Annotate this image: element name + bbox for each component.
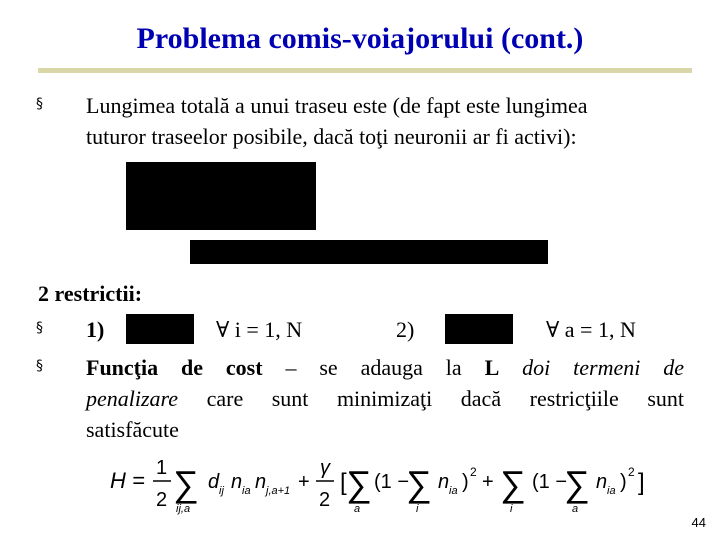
cost-l-symbol: L <box>484 355 500 380</box>
sum-icon: ∑ <box>173 463 199 504</box>
svg-text:(1 −: (1 − <box>532 471 568 493</box>
restriction-2-quantifier: ∀ a = 1, N <box>546 317 636 342</box>
svg-text:[: [ <box>340 469 347 496</box>
title-divider <box>38 68 692 73</box>
cost-line-1 <box>86 354 684 381</box>
svg-text:(1 −: (1 − <box>374 471 410 493</box>
svg-text:ia: ia <box>449 485 458 497</box>
penalty-word: penalizare <box>86 386 179 411</box>
cost-line-3: satisfăcute <box>86 417 179 442</box>
sum1-subscript: ij,a <box>176 503 191 515</box>
svg-text:i: i <box>510 503 513 515</box>
paragraph-line-2: tuturor traseelor posibile, dacă toţi neuronii ar fi activi): <box>86 124 577 149</box>
frac1-numerator: 1 <box>156 457 168 479</box>
page-title: Problema comis-voiajorului (cont.) <box>136 22 584 55</box>
paragraph-line-1: Lungimea totală a unui traseu este (de fapt este lungimea <box>86 93 588 118</box>
svg-text:n: n <box>231 471 243 493</box>
redacted-formula-2 <box>190 240 548 264</box>
svg-text:∑: ∑ <box>346 463 372 504</box>
cost-text: – se adauga la <box>285 355 462 380</box>
svg-text:2: 2 <box>628 465 635 479</box>
svg-text:2: 2 <box>319 489 331 511</box>
svg-text:∑: ∑ <box>564 463 590 504</box>
bullet-icon: § <box>36 96 43 112</box>
redacted-formula-1 <box>126 162 316 230</box>
svg-text:j,a+1: j,a+1 <box>266 485 291 497</box>
restriction-1-quantifier: ∀ i = 1, N <box>216 317 303 342</box>
redacted-restriction-1 <box>126 314 194 344</box>
restrictions-heading: 2 restrictii: <box>38 281 143 306</box>
svg-text:a: a <box>572 503 579 515</box>
restriction-2-label: 2) <box>396 317 415 342</box>
formula-lhs: H = <box>110 468 145 493</box>
svg-text:i: i <box>416 503 419 515</box>
svg-text:ij: ij <box>219 485 224 497</box>
bullet-icon: § <box>36 320 43 336</box>
bullet-icon: § <box>36 358 43 374</box>
svg-text:∑: ∑ <box>500 463 526 504</box>
svg-text:∑: ∑ <box>406 463 432 504</box>
svg-text:): ) <box>620 471 627 493</box>
svg-text:2: 2 <box>470 465 477 479</box>
cost-line-2-text: care sunt minimizaţi dacă restricţiile sunt <box>206 386 684 411</box>
cost-italic-text: doi termeni de <box>522 355 685 380</box>
energy-formula <box>100 452 680 518</box>
restriction-1-label: 1) <box>86 317 105 342</box>
svg-text:+: + <box>482 471 494 493</box>
svg-text:d: d <box>208 471 220 493</box>
cost-function-label: Funcţia de cost <box>86 355 263 380</box>
svg-text:+: + <box>298 471 310 493</box>
page-number: 44 <box>691 515 706 530</box>
svg-text:n: n <box>255 471 267 493</box>
svg-text:ia: ia <box>242 485 251 497</box>
svg-text:): ) <box>462 471 469 493</box>
cost-line-2 <box>86 385 684 412</box>
svg-text:]: ] <box>638 469 645 496</box>
frac1-denominator: 2 <box>156 489 168 511</box>
svg-text:n: n <box>438 471 450 493</box>
svg-text:ia: ia <box>607 485 616 497</box>
redacted-restriction-2 <box>445 314 513 344</box>
svg-text:a: a <box>354 503 361 515</box>
svg-text:n: n <box>596 471 608 493</box>
svg-text:γ: γ <box>320 457 330 479</box>
